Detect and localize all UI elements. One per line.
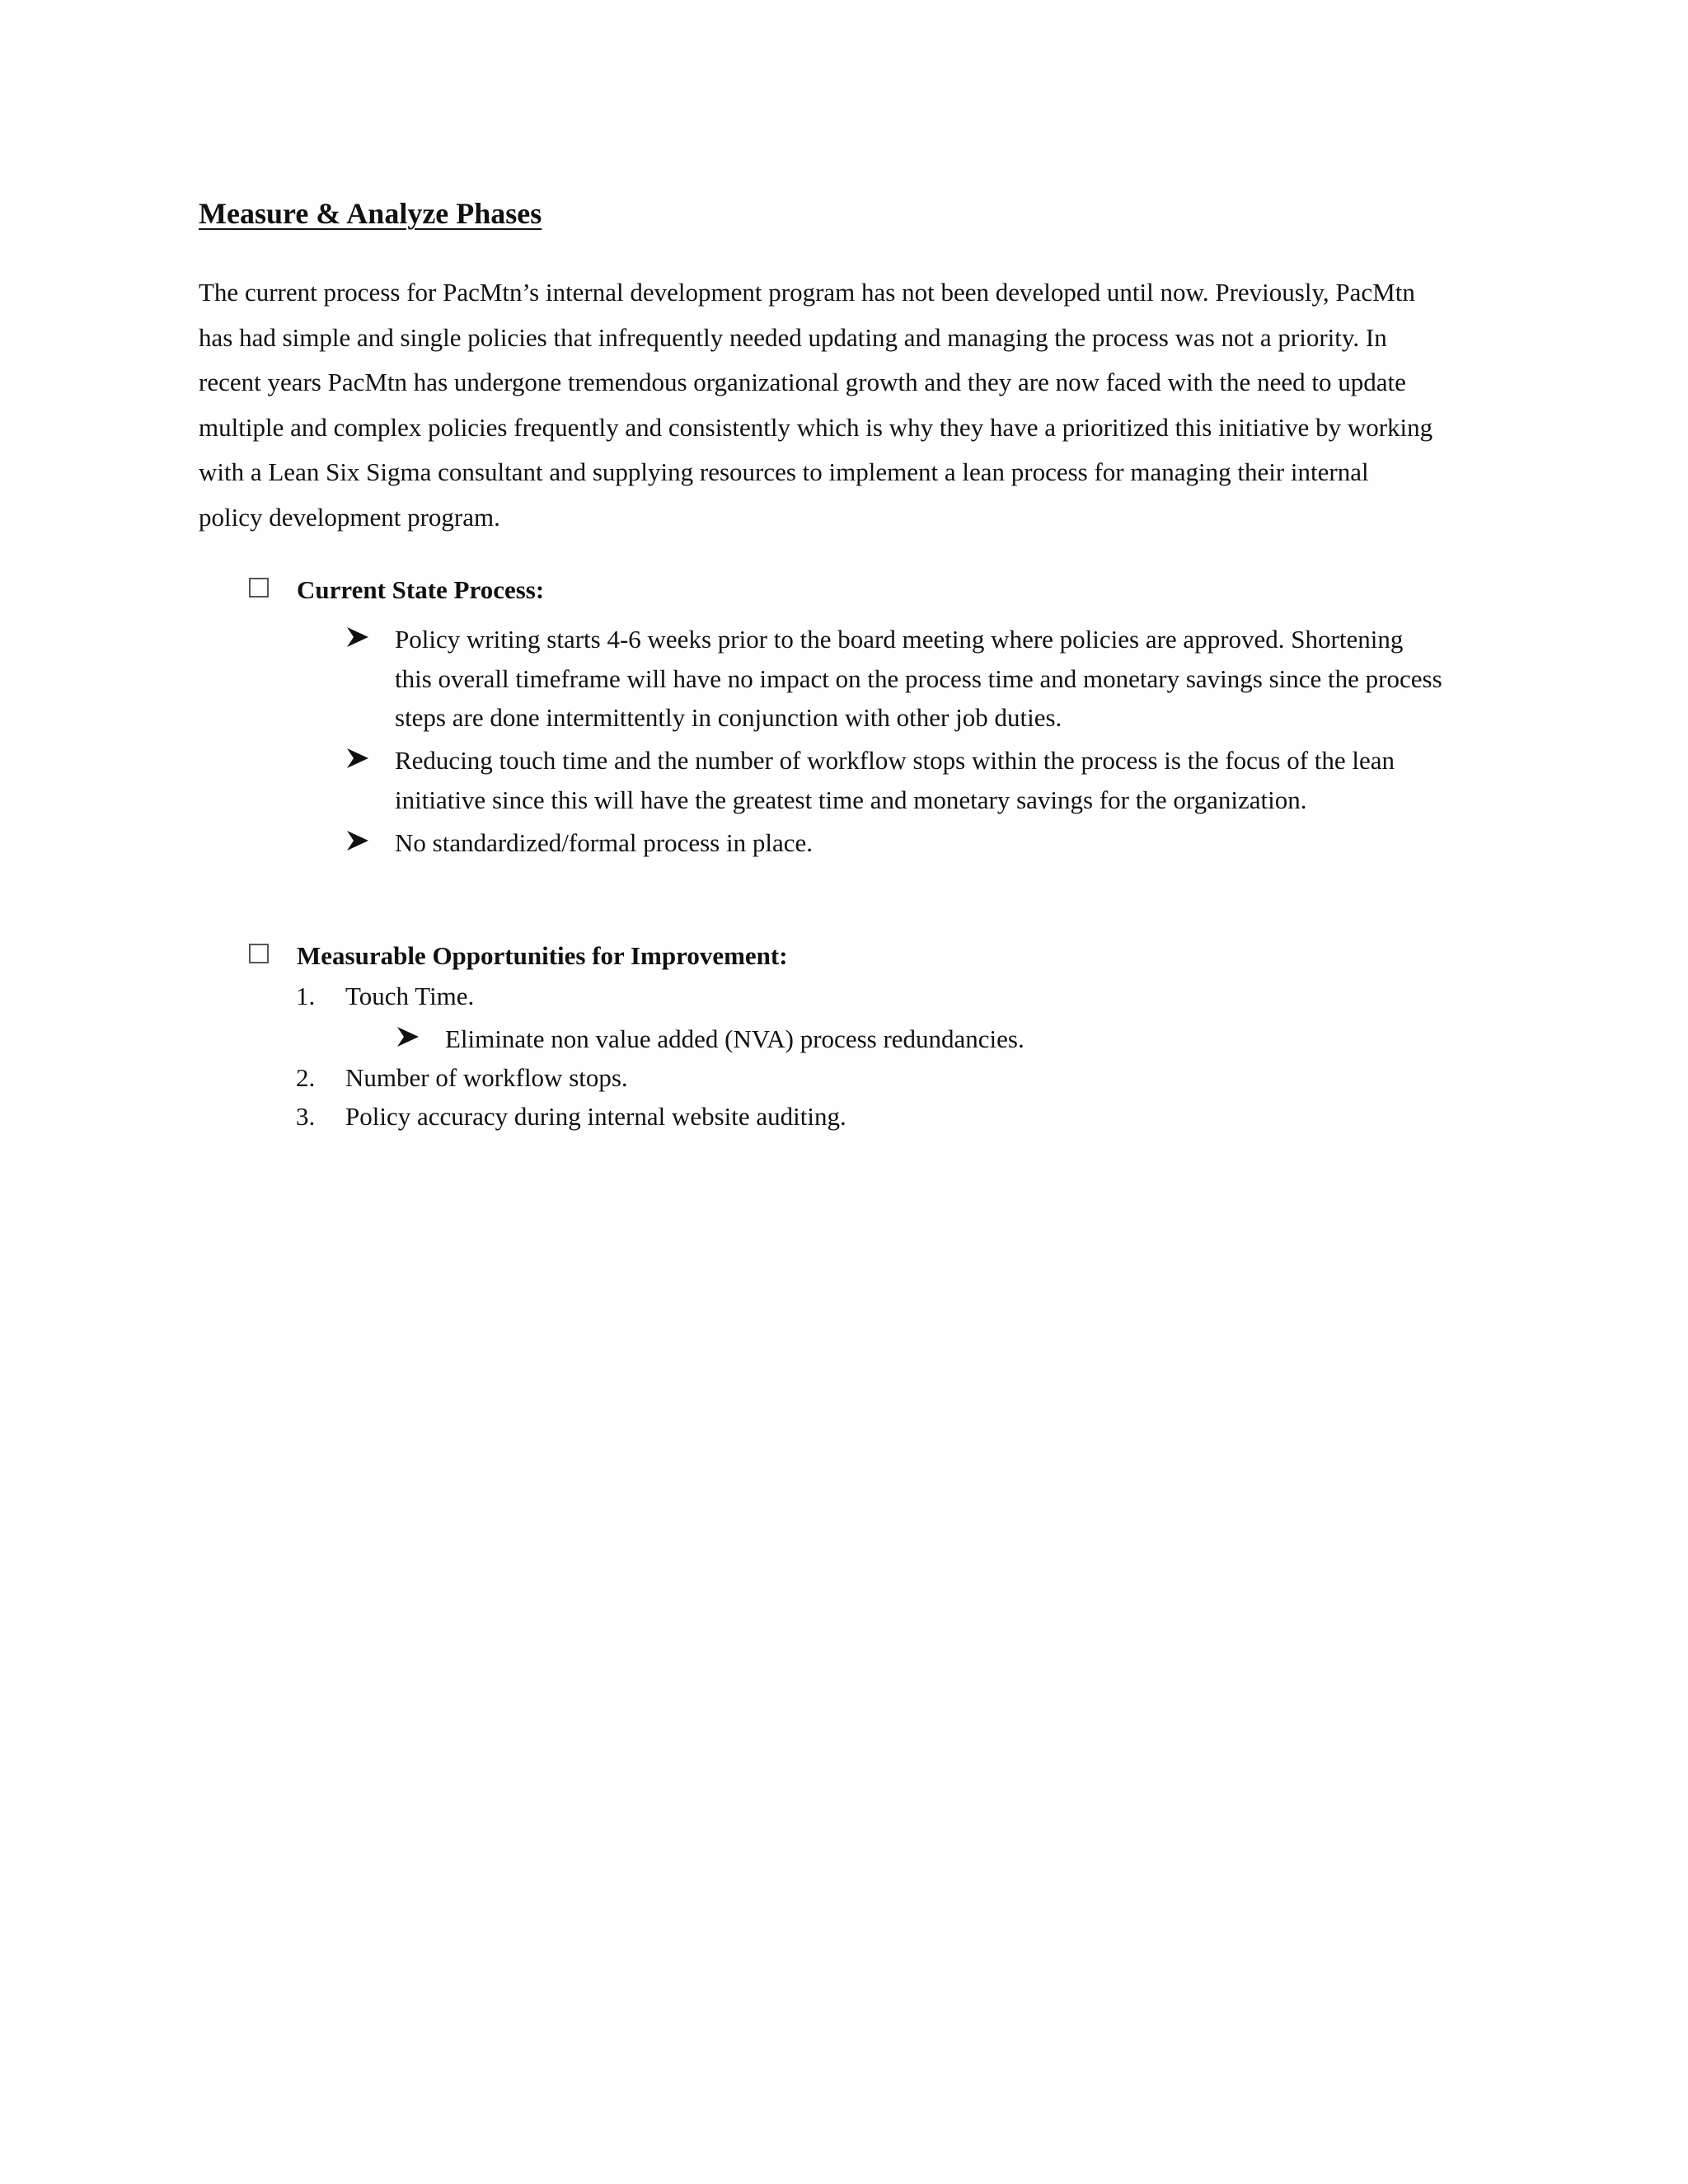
opportunity-item — [296, 1062, 628, 1094]
opportunity-item — [296, 1100, 846, 1133]
opportunities-heading — [249, 940, 788, 972]
arrow-bullet-icon — [346, 741, 373, 780]
item-number: 3. — [296, 1102, 316, 1131]
sub-bullet-text: Eliminate non value added (NVA) process redundancies. — [445, 1024, 1025, 1053]
opportunities-label: Measurable Opportunities for Improvement: — [297, 941, 788, 970]
page-title: Measure & Analyze Phases — [199, 197, 542, 230]
checkbox-icon — [249, 944, 269, 963]
current-state-label: Current State Process: — [297, 575, 545, 604]
bullet-line: initiative since this will have the greatest time and monetary savings for the organization. — [395, 785, 1307, 814]
item-number: 1. — [296, 982, 316, 1010]
item-text: Policy accuracy during internal website auditing. — [345, 1102, 846, 1131]
current-state-heading — [249, 574, 544, 607]
item-text: Touch Time. — [345, 982, 475, 1010]
bullet-line: this overall timeframe will have no impact on the process time and monetary savings since the process — [395, 663, 1442, 693]
intro-line: The current process for PacMtn’s internal development program has not been developed until now. Previously, PacMtn — [199, 278, 1415, 307]
arrow-bullet-icon — [346, 620, 373, 658]
bullet-line: steps are done intermittently in conjunction with other job duties. — [395, 703, 1062, 732]
intro-line: policy development program. — [199, 502, 500, 532]
intro-line: multiple and complex policies frequently and consistently which is why they have a prioritized this initiative by working — [199, 412, 1433, 442]
checkbox-icon — [249, 578, 269, 598]
intro-line: recent years PacMtn has undergone tremendous organizational growth and they are now faced with the need to update — [199, 368, 1406, 396]
intro-paragraph — [199, 270, 1501, 540]
bullet-line: No standardized/formal process in place. — [395, 828, 814, 857]
opportunity-item — [296, 980, 474, 1013]
arrow-bullet-icon — [396, 1019, 423, 1058]
intro-line: has had simple and single policies that infrequently needed updating and managing the process was not a priority. In — [199, 322, 1387, 352]
item-number: 2. — [296, 1063, 316, 1092]
item-text: Number of workflow stops. — [345, 1063, 628, 1092]
bullet-line: Reducing touch time and the number of workflow stops within the process is the focus of the lean — [395, 746, 1395, 775]
intro-line: with a Lean Six Sigma consultant and supplying resources to implement a lean process for managing their internal — [199, 457, 1369, 486]
bullet-line: Policy writing starts 4-6 weeks prior to the board meeting where policies are approved. Shortening — [395, 625, 1404, 654]
arrow-bullet-icon — [346, 823, 373, 862]
